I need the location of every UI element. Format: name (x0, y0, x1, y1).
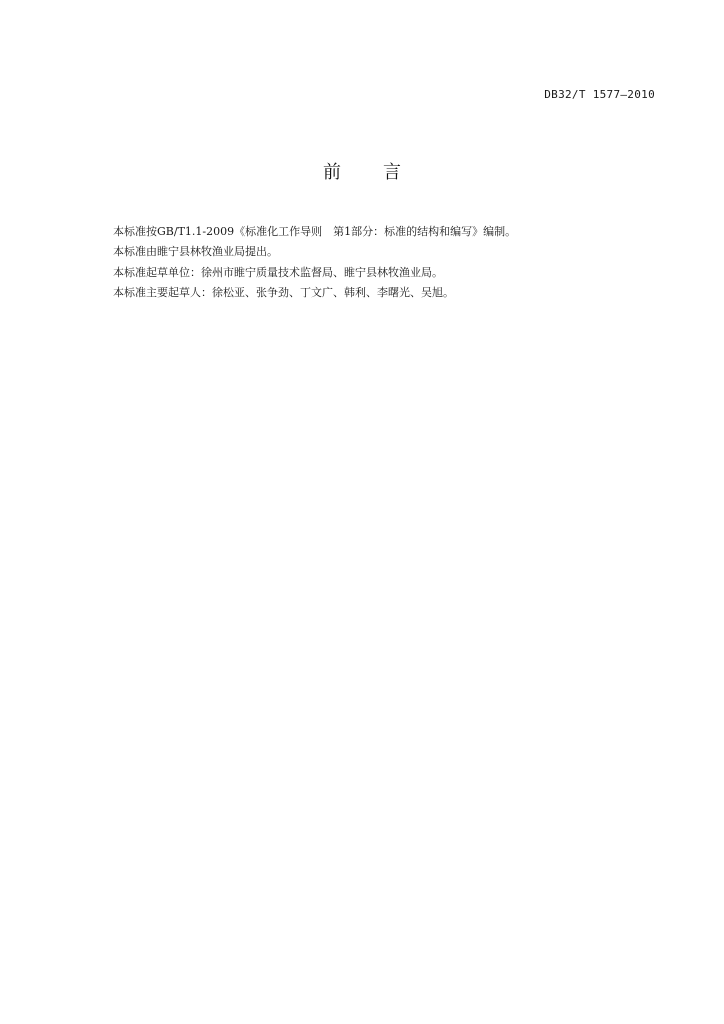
paragraph-drafters: 本标准主要起草人：徐松亚、张争劲、丁文广、韩利、李曙光、吴旭。 (113, 285, 454, 299)
paragraph-proposer: 本标准由睢宁县林牧渔业局提出。 (113, 245, 278, 259)
page-title: 前言 (323, 162, 443, 183)
foreword-body (113, 222, 653, 303)
paragraph-drafting-basis: 本标准按GB/T1.1-2009《标准化工作导则 第1部分：标准的结构和编写》编制。 (113, 225, 517, 238)
paragraph-drafting-units: 本标准起草单位：徐州市睢宁质量技术监督局、睢宁县林牧渔业局。 (113, 265, 443, 279)
standard-code: DB32/T 1577—2010 (544, 88, 655, 101)
